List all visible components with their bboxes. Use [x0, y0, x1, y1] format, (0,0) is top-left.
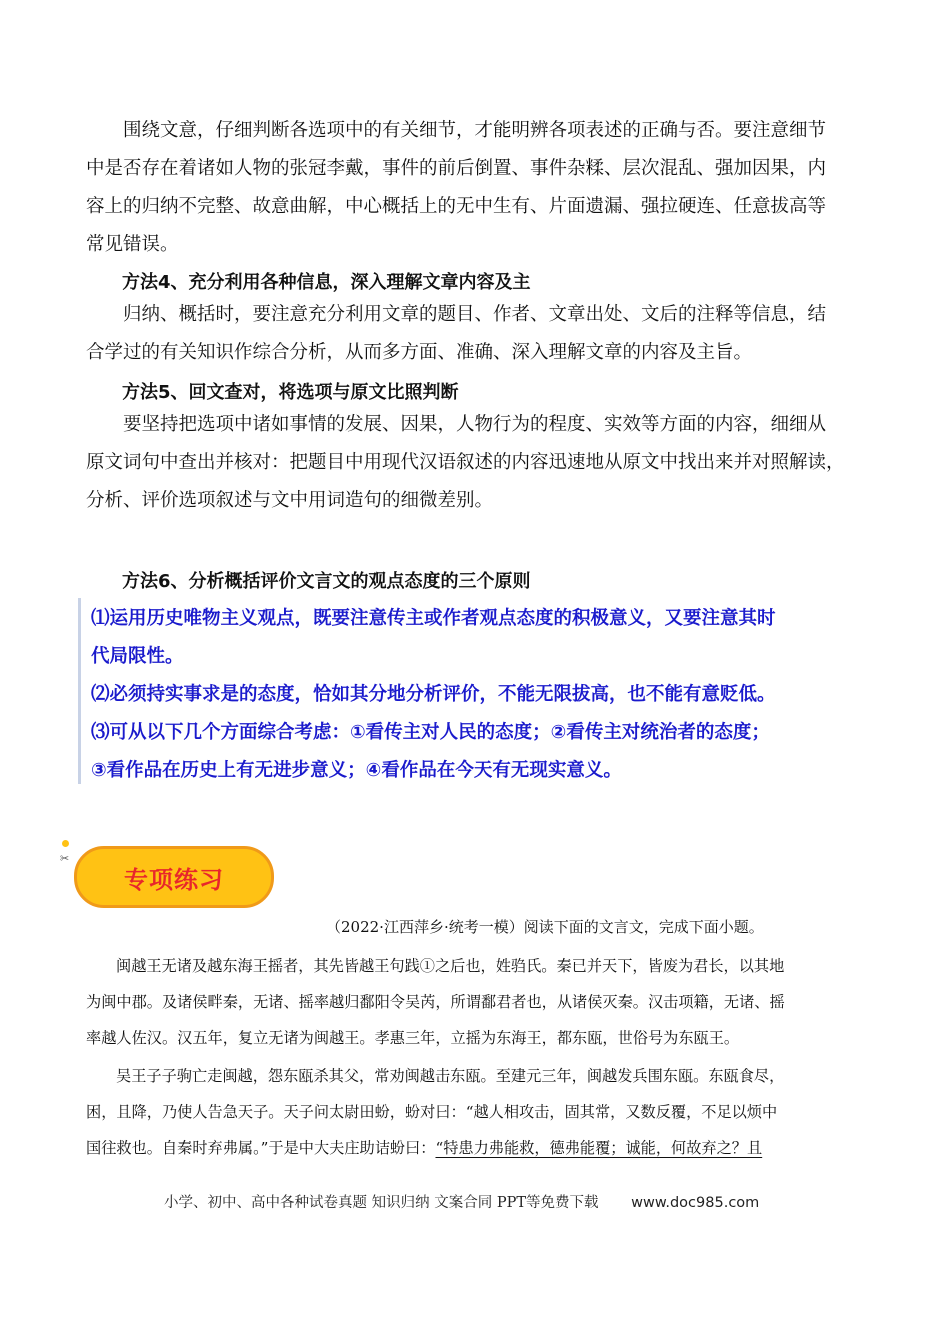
principle-line: ⑴运用历史唯物主义观点，既要注意传主或作者观点态度的积极意义，又要注意其时 — [91, 608, 776, 629]
text-line: 围绕文意，仔细判断各选项中的有关细节，才能明辨各项表述的正确与否。要注意细节 — [123, 120, 827, 141]
footer — [164, 1191, 759, 1212]
badge-label: 专项练习 — [124, 865, 224, 894]
principle-line: ⑶可从以下几个方面综合考虑：①看传主对人民的态度；②看传主对统治者的态度； — [91, 722, 770, 743]
question-source: （2022·江西萍乡·统考一模）阅读下面的文言文，完成下面小题。 — [326, 918, 764, 936]
text-line: 归纳、概括时，要注意充分利用文章的题目、作者、文章出处、文后的注释等信息，结 — [123, 304, 827, 325]
text-line: 合学过的有关知识作综合分析，从而多方面、准确、深入理解文章的内容及主旨。 — [86, 342, 753, 363]
method4-heading: 方法4、充分利用各种信息，深入理解文章内容及主 — [122, 272, 531, 293]
text-line: 常见错误。 — [86, 234, 179, 255]
text-line: 闽越王无诸及越东海王摇者，其先皆越王句践①之后也，姓驺氏。秦已并天下，皆废为君长，以其地 — [116, 957, 785, 975]
text-line: 率越人佐汉。汉五年，复立无诸为闽越王。孝惠三年，立摇为东海王，都东瓯，世俗号为东瓯王。 — [86, 1029, 740, 1047]
underlined-quote: “特患力弗能救，德弗能覆；诚能，何故弃之？且 — [435, 1139, 763, 1157]
principle-line: ③看作品在历史上有无进步意义；④看作品在今天有无现实意义。 — [91, 760, 622, 781]
text-line: 为闽中郡。及诸侯畔秦，无诸、摇率越归鄱阳令吴芮，所谓鄱君者也，从诸侯灭秦。汉击项籍，无诸、摇 — [86, 993, 785, 1011]
method5-heading: 方法5、回文查对，将选项与原文比照判断 — [122, 382, 459, 403]
scissors-icon: ✂ — [60, 852, 70, 865]
text-line: 要坚持把选项中诸如事情的发展、因果，人物行为的程度、实效等方面的内容，细细从 — [123, 414, 827, 435]
method6-heading: 方法6、分析概括评价文言文的观点态度的三个原则 — [122, 571, 531, 592]
footer-link[interactable]: www.doc985.com — [631, 1195, 760, 1211]
passage-paragraph-2 — [86, 1058, 858, 1166]
intro-paragraph — [86, 112, 858, 264]
method4-paragraph — [86, 296, 858, 372]
principles-block — [78, 598, 841, 784]
text-line: 中是否存在着诸如人物的张冠李戴，事件的前后倒置、事件杂糅、层次混乱、强加因果，内 — [86, 158, 827, 179]
footer-text: 小学、初中、高中各种试卷真题 知识归纳 文案合同 PPT等免费下载 — [164, 1195, 599, 1211]
text-line: 吴王子子驹亡走闽越，怨东瓯杀其父，常劝闽越击东瓯。至建元三年，闽越发兵围东瓯。东瓯食尽， — [116, 1067, 785, 1085]
text-segment: 国往救也。自秦时弃弗属。”于是中大夫庄助诘蚡曰： — [86, 1139, 436, 1157]
text-line: 原文词句中查出并核对：把题目中用现代汉语叙述的内容迅速地从原文中找出来并对照解读， — [86, 452, 845, 473]
principle-line: ⑵必须持实事求是的态度，恰如其分地分析评价，不能无限拔高，也不能有意贬低。 — [91, 684, 776, 705]
decor-dot — [62, 840, 69, 847]
text-line — [86, 1130, 858, 1166]
text-line: 分析、评价选项叙述与文中用词造句的细微差别。 — [86, 490, 494, 511]
text-line: 容上的归纳不完整、故意曲解，中心概括上的无中生有、片面遗漏、强拉硬连、任意拔高等 — [86, 196, 827, 217]
principle-line: 代局限性。 — [91, 646, 184, 667]
badge-bubble — [74, 846, 274, 908]
method5-paragraph — [86, 406, 858, 520]
passage-paragraph-1 — [86, 948, 858, 1056]
text-line: 困，且降，乃使人告急天子。天子问太尉田蚡，蚡对曰：“越人相攻击，固其常，又数反覆，不足以烦中 — [86, 1103, 778, 1121]
section-badge — [60, 838, 280, 918]
